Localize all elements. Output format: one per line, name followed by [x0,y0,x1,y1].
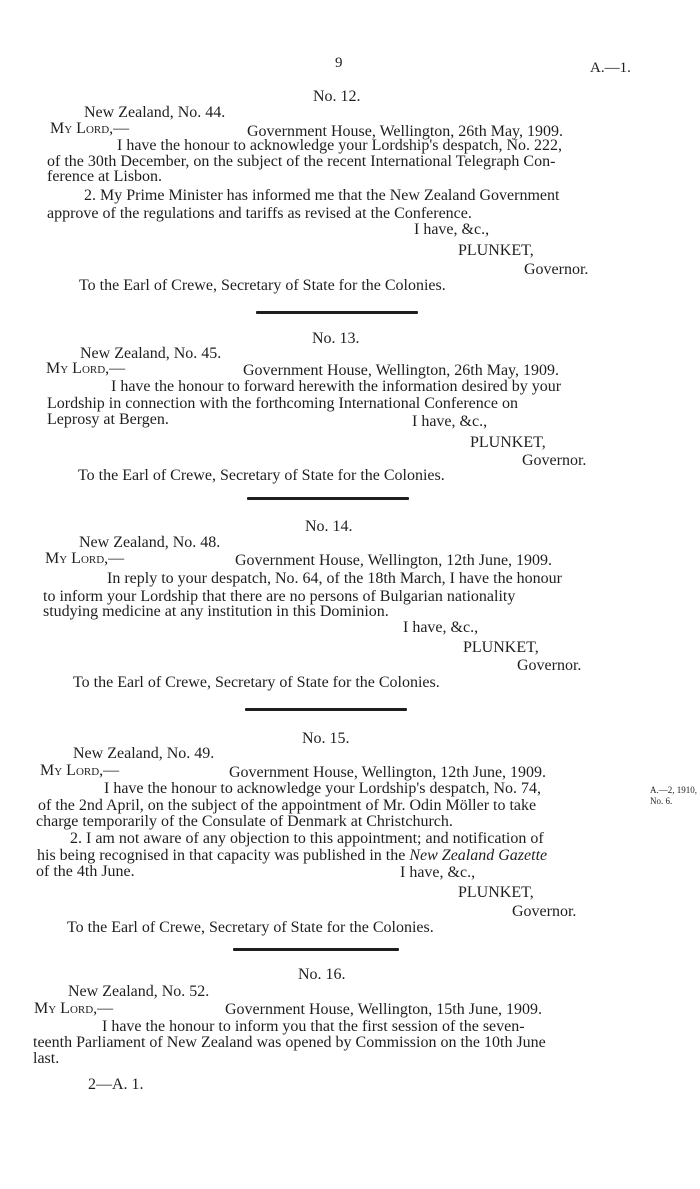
margin-note [650,785,697,807]
paper-reference: A.—1. [590,60,631,76]
signatory-title: Governor. [517,657,582,674]
body-line: I have the honour to acknowledge your Lordship's despatch, No. 222, [117,137,562,154]
page-footer-signature: 2—A. 1. [88,1076,144,1093]
body-line: ference at Lisbon. [47,168,163,185]
address-date: Government House, Wellington, 12th June, 1909. [235,552,553,569]
section-divider [256,311,418,314]
address-date: Government House, Wellington, 15th June, 1909. [225,1001,543,1018]
letter-number: No. 13. [312,330,360,347]
page-number: 9 [335,55,343,71]
body-line: of the 30th December, on the subject of the recent International Telegraph Con- [47,153,556,170]
signatory-title: Governor. [522,452,587,469]
body-line: I have the honour to forward herewith the information desired by your [111,378,562,395]
salutation: My Lord,— [46,360,126,377]
body-line: studying medicine at any institution in this Dominion. [43,603,389,620]
body-line: In reply to your despatch, No. 64, of the 18th March, I have the honour [107,570,562,587]
margin-note-line: A.—2, 1910, [650,785,697,795]
letter-number: No. 12. [313,88,361,105]
letter-number: No. 16. [298,966,346,983]
margin-note-line: No. 6. [650,796,673,806]
signature: PLUNKET, [458,884,534,901]
signature: PLUNKET, [458,242,534,259]
letter-reference: New Zealand, No. 45. [80,345,222,362]
signatory-title: Governor. [524,261,589,278]
body-line: approve of the regulations and tariffs as revised at the Conference. [47,205,472,222]
signature: PLUNKET, [463,639,539,656]
body-line: of the 4th June. [36,863,135,880]
salutation: My Lord,— [40,762,120,779]
addressee: To the Earl of Crewe, Secretary of State for the Colonies. [78,467,445,484]
salutation: My Lord,— [34,1000,114,1017]
letter-reference: New Zealand, No. 44. [84,104,226,121]
body-line: charge temporarily of the Consulate of Denmark at Christchurch. [36,813,453,830]
body-line: I have the honour to inform you that the first session of the seven- [102,1018,525,1035]
addressee: To the Earl of Crewe, Secretary of State for the Colonies. [79,277,446,294]
address-date: Government House, Wellington, 26th May, 1909. [243,362,560,379]
letter-reference: New Zealand, No. 49. [73,745,215,762]
body-line: teenth Parliament of New Zealand was opened by Commission on the 10th June [33,1034,546,1051]
letter-number: No. 15. [302,730,350,747]
addressee: To the Earl of Crewe, Secretary of State for the Colonies. [67,919,434,936]
closing: I have, &c., [412,413,488,430]
address-date: Government House, Wellington, 12th June, 1909. [229,764,547,781]
letter-reference: New Zealand, No. 52. [68,983,210,1000]
body-line: Leprosy at Bergen. [47,411,169,428]
section-divider [233,948,399,951]
body-line: Lordship in connection with the forthcoming International Conference on [47,395,518,412]
body-line: of the 2nd April, on the subject of the appointment of Mr. Odin Möller to take [38,797,537,814]
section-divider [245,708,407,711]
salutation: My Lord,— [50,120,130,137]
address-date: Government House, Wellington, 26th May, 1909. [247,123,564,140]
salutation: My Lord,— [45,550,125,567]
body-text: his being recognised in that capacity was published in the [37,847,410,864]
signature: PLUNKET, [470,434,546,451]
closing: I have, &c., [414,221,490,238]
body-line: 2. I am not aware of any objection to this appointment; and notification of [70,830,544,847]
body-line: last. [33,1050,60,1067]
closing: I have, &c., [403,619,479,636]
body-line: to inform your Lordship that there are no persons of Bulgarian nationality [43,588,516,605]
gazette-title: New Zealand Gazette [409,847,548,864]
body-line: I have the honour to acknowledge your Lordship's despatch, No. 74, [104,780,541,797]
addressee: To the Earl of Crewe, Secretary of State for the Colonies. [73,674,440,691]
signatory-title: Governor. [512,903,577,920]
letter-reference: New Zealand, No. 48. [79,534,221,551]
section-divider [247,497,409,500]
closing: I have, &c., [400,864,476,881]
letter-number: No. 14. [305,518,353,535]
body-line: 2. My Prime Minister has informed me that the New Zealand Government [84,187,560,204]
